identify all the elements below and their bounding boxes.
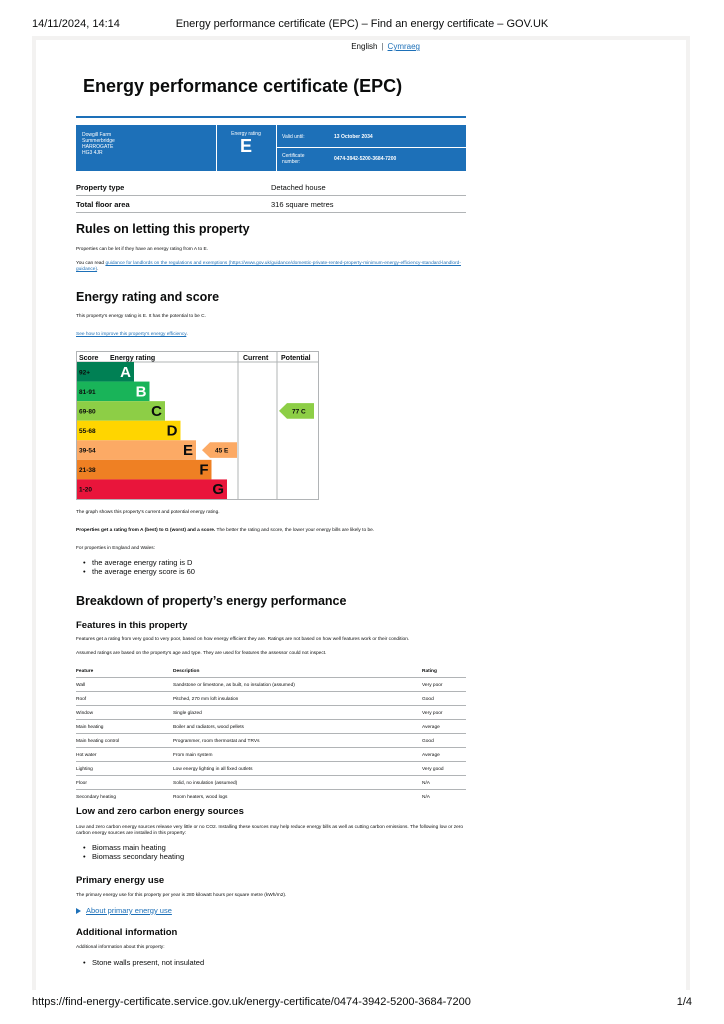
breakdown-heading: Breakdown of property’s energy performance [76,594,347,608]
column-header-rating: Rating [422,669,437,674]
rating-band-letter: E [182,442,193,460]
description-cell: From main system [173,753,213,758]
energy-rating-label: Energy rating [231,131,261,137]
feature-cell: Floor [76,781,87,786]
table-row [76,179,466,196]
energy-rating-graph [77,352,318,499]
additional-info-paragraph: Additional information about this property: [76,945,165,950]
chart-column-header: Potential [281,355,311,362]
features-paragraph: Features get a rating from very good to very poor, based on how energy efficient they are. Ratings are not based on how well features work or their condition. [76,637,410,642]
table-row [76,678,466,692]
table-row [76,692,466,706]
certificate-page [36,40,686,990]
potential-rating-label: 77 C [292,408,306,416]
score-band-label: 21-38 [79,467,96,475]
chart-column-header: Current [243,355,269,362]
low-carbon-paragraph: Low and zero carbon energy sources release very little or no CO2. Installing these sources may help reduce energy bills as well as cutting carbon emissions. The following low or zero carbon energy sources are installed in this property: [76,825,464,836]
table-row [76,706,466,720]
additional-info-list [76,958,204,967]
address-line: HG3 4JR [82,150,103,156]
assumed-ratings-paragraph: Assumed ratings are based on the property's age and type. They are used for features the assessor could not inspect. [76,651,327,656]
average-ratings-list [76,558,195,576]
rules-guidance-paragraph: You can read guidance for landlords on the regulations and exemptions (https://www.gov.uk/guidance/domestic-private-rented-property-minimum-energy-efficiency-standard-landlord-guidance). [76,261,461,272]
feature-cell: Hot water [76,753,97,758]
rating-cell: N/A [422,795,430,800]
description-cell: Low energy lighting in all fixed outlets [173,767,253,772]
feature-cell: Roof [76,697,87,702]
language-switcher [351,42,420,51]
print-page-number: 1/4 [676,996,692,1008]
table-row [76,720,466,734]
rating-cell: Good [422,697,434,702]
valid-until-label: Valid until: [282,134,305,140]
property-type-label: Property type [76,183,125,192]
print-header [32,18,692,32]
rating-cell: Very poor [422,711,443,716]
score-band-label: 55-68 [79,428,96,435]
list-item: • Biomass secondary heating [76,852,184,861]
energy-rating-heading: Energy rating and score [76,290,220,304]
valid-until-value: 13 October 2034 [334,134,373,140]
table-row [76,748,466,762]
rules-paragraph: Properties can be let if they have an energy rating from A to E. [76,247,208,252]
list-item: • the average energy score is 60 [76,567,195,576]
rating-cell: Very good [422,767,444,772]
rating-cell: Good [422,739,434,744]
description-cell: Solid, no insulation (assumed) [173,781,238,786]
property-type-value: Detached house [271,183,326,192]
rating-explanation: Properties get a rating from A (best) to G (worst) and a score. The better the rating and score, the lower your energy bills are likely to be. [76,528,375,533]
description-cell: Single glazed [173,711,202,716]
table-row [76,776,466,790]
rating-band-letter: G [212,481,224,499]
chart-column-header: Energy rating [110,355,156,362]
low-carbon-list [76,843,184,861]
certificate-number-label: Certificate number: [282,153,305,165]
property-address [82,132,115,156]
feature-cell: Wall [76,683,86,688]
summary-divider [276,147,466,148]
table-row [76,762,466,776]
certificate-number-value: 0474-3942-5200-3684-7200 [334,156,397,162]
details-summary-label[interactable]: About primary energy use [86,906,172,915]
address-line: Summerbridge [82,138,115,144]
description-cell: Sandstone or limestone, as built, no insulation (assumed) [173,683,295,688]
improve-efficiency-link[interactable]: See how to improve this property's energy efficiency [76,332,187,337]
rating-cell: Average [422,725,440,730]
feature-cell: Secondary heating [76,795,117,800]
rating-band-letter: F [199,461,209,479]
description-cell: Boiler and radiators, wood pellets [173,725,244,730]
language-welsh-link[interactable]: Cymraeg [387,42,420,51]
score-band-label: 39-54 [79,447,96,455]
energy-rating-value: E [239,136,252,156]
table-row [76,790,466,804]
list-item: • Stone walls present, not insulated [76,958,204,967]
rating-band-letter: D [166,422,178,440]
triangle-right-icon [76,908,81,914]
additional-info-heading: Additional information [76,927,178,938]
table-row [76,734,466,748]
feature-cell: Main heating control [76,739,120,744]
description-cell: Pitched, 270 mm loft insulation [173,697,239,702]
features-heading: Features in this property [76,620,188,631]
england-wales-intro: For properties in England and Wales: [76,546,156,551]
table-header-row [76,664,466,678]
print-url: https://find-energy-certificate.service.gov.uk/energy-certificate/0474-3942-5200-3684-7200 [32,996,471,1008]
rating-cell: Average [422,753,440,758]
score-band-label: 81-91 [79,388,96,396]
column-header-feature: Feature [76,669,94,674]
score-band-label: 69-80 [79,408,96,416]
rating-band-letter: A [120,363,131,381]
description-cell: Programmer, room thermostat and TRVs [173,739,260,744]
table-row [76,196,466,213]
feature-cell: Main heating [76,725,104,730]
features-table [76,664,466,804]
score-band-label: 1-20 [79,486,93,494]
rating-cell: N/A [422,781,430,786]
rating-band-bar [106,479,227,499]
rating-band-letter: C [151,402,162,420]
energy-rating-paragraph: This property's energy rating is E. It has the potential to be C. [76,314,206,319]
summary-divider [276,125,277,171]
title-divider [76,116,466,118]
address-line: HARROGATE [82,144,114,150]
language-english: English [351,42,378,51]
epc-summary-box [76,125,466,171]
rating-band-letter: B [135,383,147,401]
rating-band-bar [106,460,212,480]
landlord-guidance-link[interactable]: guidance for landlords on the regulations and exemptions (https://www.gov.uk/guidance/domestic-private-rented-property-minimum-energy-efficiency-standard-landlord-guidance) [76,261,461,272]
chart-column-header: Score [79,355,99,362]
primary-energy-details-toggle[interactable] [76,906,172,915]
property-summary-table [76,179,466,213]
feature-cell: Lighting [76,767,93,772]
list-item: • Biomass main heating [76,843,184,852]
floor-area-label: Total floor area [76,200,130,209]
description-cell: Room heaters, wood logs [173,795,228,800]
rules-heading: Rules on letting this property [76,222,250,236]
graph-description: The graph shows this property's current and potential energy rating. [76,510,220,515]
current-rating-label: 45 E [215,447,229,455]
print-datetime: 14/11/2024, 14:14 [32,18,120,30]
score-band-label: 92+ [79,369,91,377]
energy-rating-chart [76,351,319,500]
improve-paragraph: See how to improve this property's energy efficiency. [76,332,188,337]
page-frame [32,36,690,990]
feature-cell: Window [76,711,94,716]
low-carbon-heading: Low and zero carbon energy sources [76,806,244,817]
language-separator: | [381,42,384,51]
primary-energy-heading: Primary energy use [76,875,165,886]
column-header-description: Description [173,669,200,674]
address-line: Dowgill Farm [82,132,112,138]
page-title: Energy performance certificate (EPC) [83,76,403,96]
rating-cell: Very poor [422,683,443,688]
list-item: • the average energy rating is D [76,558,195,567]
print-document-title: Energy performance certificate (EPC) – Find an energy certificate – GOV.UK [175,18,549,30]
floor-area-value: 316 square metres [271,200,334,209]
primary-energy-paragraph: The primary energy use for this property per year is 280 kilowatt hours per square metre (kWh/m2). [76,893,287,898]
